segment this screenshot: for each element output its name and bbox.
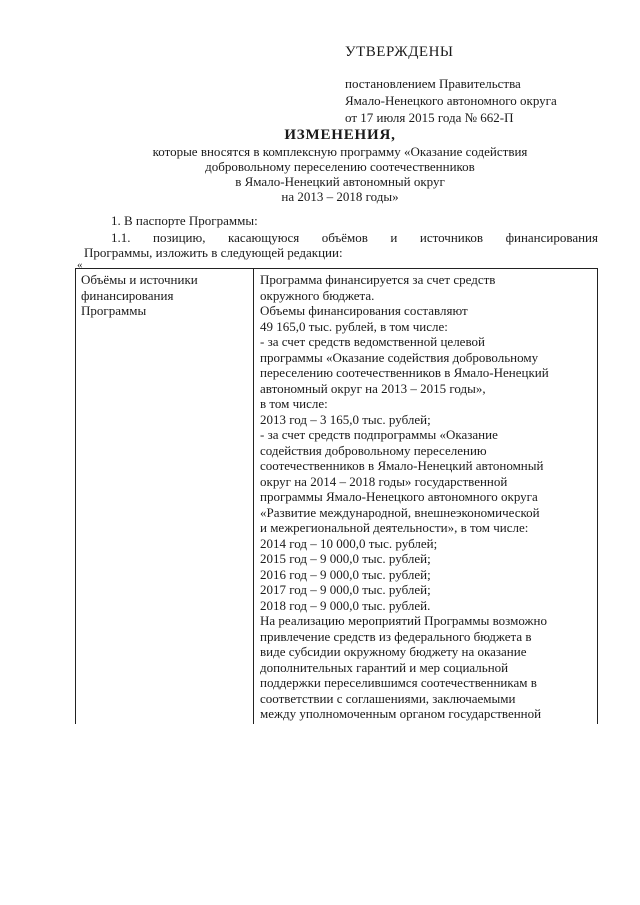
paragraph-position-line1: 1.1. позицию, касающуюся объёмов и источников финансирования [111, 230, 598, 245]
table-left-cell [81, 272, 246, 319]
right-cell-line: соответствии с соглашениями, заключаемыми [260, 690, 516, 706]
right-cell-line: 2015 год – 9 000,0 тыс. рублей; [260, 551, 431, 566]
left-cell-line: Программы [81, 303, 147, 318]
right-cell-line: Объемы финансирования составляют [260, 303, 468, 318]
right-cell-line: между уполномоченным органом государственной [260, 706, 542, 721]
paragraph-position-line2: Программы, изложить в следующей редакции: [84, 245, 343, 260]
right-cell-line: программы «Оказание содействия добровольному [260, 349, 539, 365]
right-cell-line: 2017 год – 9 000,0 тыс. рублей; [260, 582, 431, 597]
approval-line: от 17 июля 2015 года № 662-П [345, 110, 514, 125]
right-cell-line: окружного бюджета. [260, 287, 375, 303]
right-cell-line: программы Ямало-Ненецкого автономного округа [260, 489, 538, 504]
approval-heading: УТВЕРЖДЕНЫ [345, 44, 454, 60]
right-cell-line: На реализацию мероприятий Программы возможно [260, 613, 547, 628]
right-cell-line: поддержки переселившимся соотечественникам в [260, 675, 537, 690]
document-subtitle-line: добровольному переселению соотечественников [205, 159, 475, 174]
financing-table [75, 268, 598, 724]
right-cell-line: - за счет средств подпрограммы «Оказание [260, 427, 498, 442]
document-subtitle-line: которые вносятся в комплексную программу «Оказание содействия [152, 144, 528, 159]
right-cell-line: 49 165,0 тыс. рублей, в том числе: [260, 318, 448, 334]
right-cell-line: 2014 год – 10 000,0 тыс. рублей; [260, 535, 438, 551]
right-cell-line: округ на 2014 – 2018 годы» государственной [260, 473, 508, 489]
right-cell-line: переселению соотечественников в Ямало-Ненецкий [260, 365, 549, 380]
document-subtitle-line: в Ямало-Ненецкий автономный округ [235, 174, 445, 189]
approval-line: Ямало-Ненецкого автономного округа [345, 93, 557, 108]
approval-block [345, 44, 615, 126]
left-cell-line: финансирования [81, 287, 174, 303]
paragraph-passport: 1. В паспорте Программы: [111, 213, 258, 228]
right-cell-line: и межрегиональной деятельности», в том числе: [260, 520, 529, 535]
table-right-cell [260, 272, 593, 722]
approval-line: постановлением Правительства [345, 76, 521, 91]
left-cell-line: Объёмы и источники [81, 272, 198, 287]
right-cell-line: дополнительных гарантий и мер социальной [260, 659, 509, 675]
right-cell-line: соотечественников в Ямало-Ненецкий автономный [260, 458, 544, 473]
right-cell-line: Программа финансируется за счет средств [260, 272, 496, 287]
table-column-divider [253, 269, 254, 724]
right-cell-line: 2016 год – 9 000,0 тыс. рублей; [260, 566, 431, 582]
right-cell-line: «Развитие международной, внешнеэкономической [260, 504, 540, 520]
right-cell-line: виде субсидии окружному бюджету на оказание [260, 644, 527, 659]
right-cell-line: содействия добровольному переселению [260, 442, 487, 458]
right-cell-line: привлечение средств из федерального бюджета в [260, 628, 532, 644]
document-title: ИЗМЕНЕНИЯ, [284, 127, 396, 143]
right-cell-line: 2018 год – 9 000,0 тыс. рублей. [260, 597, 431, 613]
right-cell-line: в том числе: [260, 396, 328, 411]
document-title-block [60, 126, 620, 204]
right-cell-line: 2013 год – 3 165,0 тыс. рублей; [260, 411, 431, 427]
right-cell-line: автономный округ на 2013 – 2015 годы», [260, 380, 486, 396]
opening-quote: « [77, 259, 83, 271]
document-subtitle-line: на 2013 – 2018 годы» [281, 189, 399, 204]
right-cell-line: - за счет средств ведомственной целевой [260, 334, 485, 349]
